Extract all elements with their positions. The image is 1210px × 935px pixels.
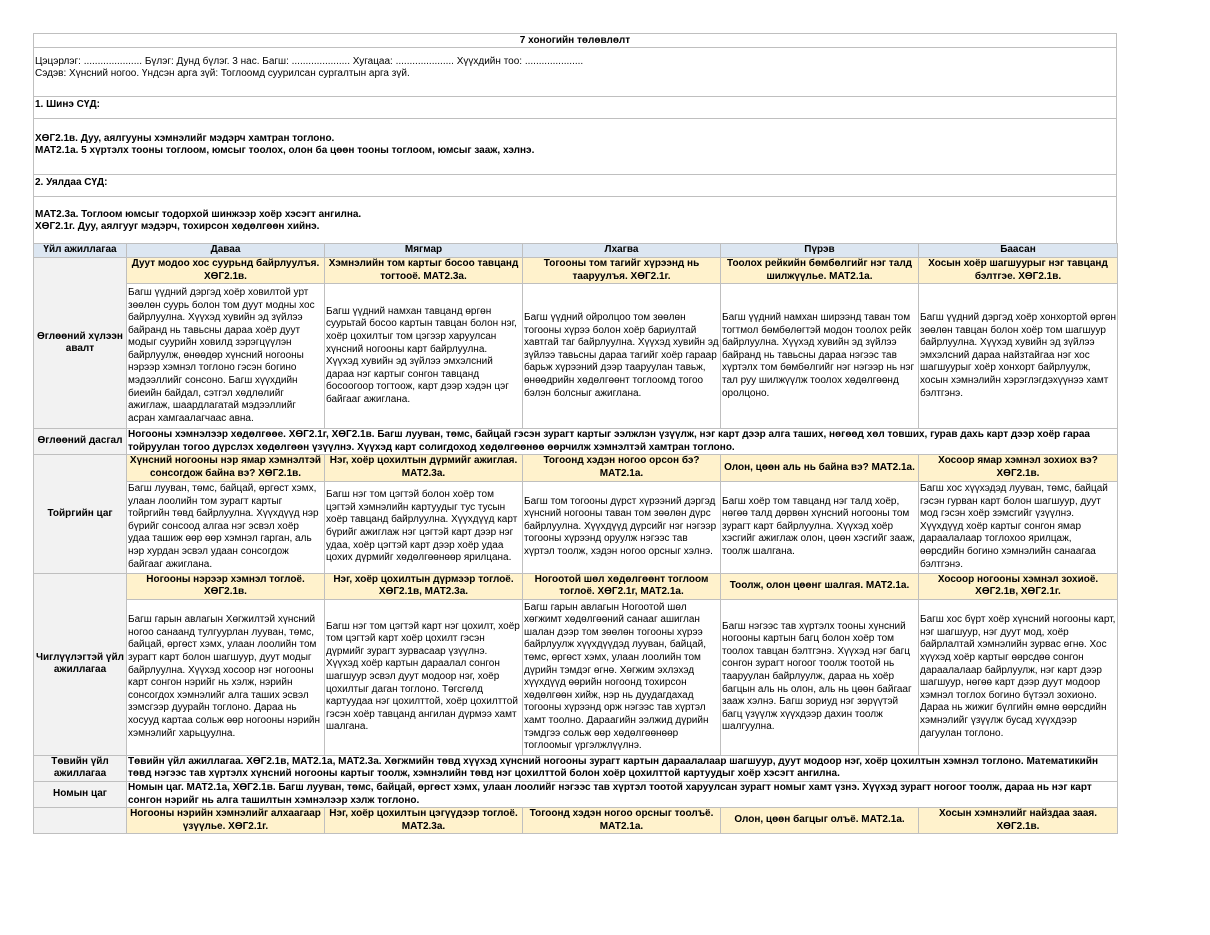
topic-cell: Ногоотой шөл хөдөлгөөнт тоглоом тоглоё. ХӨГ2.1г, МАТ2.1а. [523,573,721,599]
description-cell: Багш нэг том цэгтэй карт нэг цохилт, хоёр том цэгтэй карт хоёр цохилт гэсэн дүрмийг зурагт зурвасаар үзүүлнэ. Хүүхэд хоёр картын дараалал сонгон шагшуур эсвэл дуут модоор нэг, хоёр цохилтыг даган тоглоно. Төгсгөлд картуудаа нэг цохилттой, хоёр цохилттой гэсэн хоёр тавцанд ангилан дүрмээ хамт шалгана. [325,599,523,755]
topic-cell: Нэг, хоёр цохилтын цэгүүдээр тоглоё. МАТ2.3а. [325,808,523,834]
section-title: 2. Уялдаа СҮД: [34,175,1116,197]
section-goals [34,119,1116,175]
topic-cell: Хэмнэлийн том картыг босоо тавцанд тогтооё. МАТ2.3а. [325,258,523,284]
section-title: 1. Шинэ СҮД: [34,97,1116,119]
description-cell: Багш нэгээс тав хүртэлх тооны хүнсний ногооны картын багц болон хоёр том тоолох тавцан бэлтгэнэ. Хүүхэд нэг багц сонгон зурагт ногоог тоолж тоотой нь тааруулан байрлуулж, дараа нь хоёр багцын аль нь олон, аль нь цөөн байгааг зааж хэлнэ. Багш зориуд нэг зөрүүтэй багц үзүүлж хүүхдээр дахин тоолж шалгуулна. [721,599,919,755]
topic-cell: Хосын хоёр шагшуурыг нэг тавцанд бэлтгэе. ХӨГ2.1в. [919,258,1118,284]
goal-line: МАТ2.1а. 5 хүртэлх тооны тоглоом, юмсыг тоолох, олон ба цөөн тооны тоглоом, юмсыг зааж, хэлнэ. [35,145,535,156]
description-cell: Багш үүдний намхан тавцанд өргөн суурьтай босоо картын тавцан болон нэг, хоёр цохилтыг том цэгээр харуулсан хүнсний ногооны карт байрлуулна. Хүүхэд хувийн эд зүйлээ эмхэлсний дараа нэг картыг сонгон тавцанд босоогоор тогтоож, карт дээр хэдэн цэг байгааг ажиглана. [325,284,523,429]
book-time-cell: Номын цаг. МАТ2.1а, ХӨГ2.1в. Багш лууван, төмс, байцай, өргөст хэмх, улаан лоолийг нэгээс тав хүртэл тоотой харуулсан зурагт номыг хамт үзнэ. Хүүхэд зурагт ногоог тоолж, дараа нь нэг карт сонгон нэрийг нь алга ташилтын хэмнэлээр хэлж тоглоно. [127,781,1118,807]
topic-cell: Ногооны нэрийн хэмнэлийг алхаагаар үзүүлье. ХӨГ2.1г. [127,808,325,834]
topic-cell: Тоолох рейкийн бөмбөлгийг нэг талд шилжүүлье. МАТ2.1а. [721,258,919,284]
topic-cell: Олон, цөөн аль нь байна вэ? МАТ2.1а. [721,455,919,481]
topic-cell: Нэг, хоёр цохилтын дүрмийг ажиглая. МАТ2.3а. [325,455,523,481]
row-label: Өглөөний хүлээн авалт [34,258,127,429]
row-label: Номын цаг [34,781,127,807]
goal-line: МАТ2.3а. Тоглоом юмсыг тодорхой шинжээр хоёр хэсэгт ангилна. [35,209,362,220]
row-label: Тойргийн цаг [34,455,127,573]
topic-cell: Ногооны нэрээр хэмнэл тоглоё. ХӨГ2.1в. [127,573,325,599]
goal-line: ХӨГ2.1в. Дуу, аялгууны хэмнэлийг мэдэрч хамтран тоглоно. [35,133,335,144]
meta-line: Цэцэрлэг: ..................... Бүлэг: Дунд бүлэг. 3 нас. Багш: ..................... Хугацаа: ..................... Хүүхдийн тоо: ..................... [35,56,584,67]
description-cell: Багш үүдний дэргэд хоёр хонхортой өргөн зөөлөн тавцан болон хоёр том шагшуур байрлуулна. Хүүхэд хувийн эд зүйлээ эмхэлсний дараа найзтайгаа нэг хос шагшуурыг хоёр хонхорт байрлуулж, хосын хэмнэлийн хэрэглэгдэхүүнээ хамт бэлтгэнэ. [919,284,1118,429]
description-cell: Багш хос бүрт хоёр хүнсний ногооны карт, нэг шагшуур, нэг дуут мод, хоёр байрлалтай хэмнэлийн зурвас өгнө. Хос хүүхэд хоёр картыг өөрсдөө сонгон дараалалаар байрлуулж, нэг карт дээр шагшуур, нөгөө карт дээр дуут модоор хэмнэл тоглох богино бүтээл зохионо. Дараа нь жижиг бүлгийн өмнө өөрсдийн хэмнэлийг үзүүлж бусад хүүхдээр дагуулан тоглоно. [919,599,1118,755]
topic-cell: Дуут модоо хос суурьнд байрлуулъя. ХӨГ2.1в. [127,258,325,284]
row-label: Төвийн үйл ажиллагаа [34,755,127,781]
topic-cell: Тоолж, олон цөөнг шалгая. МАТ2.1а. [721,573,919,599]
topic-cell: Тогоонд хэдэн ногоо орсон бэ? МАТ2.1а. [523,455,721,481]
description-cell: Багш хоёр том тавцанд нэг талд хоёр, нөгөө талд дөрвөн хүнсний ногооны том зурагт карт байрлуулна. Хүүхэд хоёр хэсгийг ажиглаж олон, цөөн хэсгийг зааж, тоолж шалгана. [721,481,919,573]
topic-cell: Тогооны том тагийг хүрээнд нь тааруулъя. ХӨГ2.1г. [523,258,721,284]
description-cell: Багш үүдний ойролцоо том зөөлөн тогооны хүрээ болон хоёр бариултай хавтгай таг байрлуулна. Хүүхэд хувийн эд зүйлээ тавьсны дараа тагийг хоёр гараар барьж хүрээний дээр тааруулан тавьж, өнөөдрийн хөдөлгөөнт тоглоомд тогоо бэлэн болсныг ажиглана. [523,284,721,429]
topic-cell: Хосоор ногооны хэмнэл зохиоё. ХӨГ2.1в, ХӨГ2.1г. [919,573,1118,599]
column-header: Баасан [919,244,1118,258]
plan-title: 7 хоногийн төлөвлөлт [34,34,1116,48]
description-cell: Багш үүдний намхан ширээнд таван том тогтмол бөмбөлөгтэй модон тоолох рейк байрлуулна. Хүүхэд хувийн эд зүйлээ байранд нь тавьсны дараа нэгээс тав хүртэлх том бөмбөлгийг нэг нэгээр нь нэг тал руу шилжүүлж тоолох хөдөлгөөнд оролцоно. [721,284,919,429]
plan-meta [34,48,1116,97]
column-header: Лхагва [523,244,721,258]
description-cell: Багш хос хүүхэдэд лууван, төмс, байцай гэсэн гурван карт болон шагшуур, дуут мод гэсэн хоёр зэмсгийг үзүүлнэ. Хүүхдүүд хоёр картыг сонгон ямар дараалалаар тоглохоо ярилцаж, өөрсдийн богино хэмнэлийн санаагаа бэлтгэнэ. [919,481,1118,573]
exercise-cell: Ногооны хэмнэлээр хөдөлгөөе. ХӨГ2.1г, ХӨГ2.1в. Багш лууван, төмс, байцай гэсэн зурагт картыг ээлжлэн үзүүлж, нэг карт дээр алга таших, нөгөөд хөл товших, гурав дахь карт дээр хоёр гараа тойруулан тогоо дүрслэх хөдөлгөөн үзүүлнэ. Хүүхэд карт солигдоход хөдөлгөөнөө өөрчилж хэмнэлтэй хамтран тоглоно. [127,429,1118,455]
row-label [34,808,127,834]
column-header: Үйл ажиллагаа [34,244,127,258]
row-label: Өглөөний дасгал [34,429,127,455]
description-cell: Багш лууван, төмс, байцай, өргөст хэмх, улаан лоолийн том зурагт картыг тойргийн төвд байрлуулна. Хүүхдүүд нэр бүрийг сонсоод алгаа нэг эсвэл хоёр удаа ташиж өөр өөр хэмнэл гарган, аль нэр хурдан эсвэл удаан сонсогдож байгааг ажиглана. [127,481,325,573]
plan-header [33,33,1117,253]
column-header: Мягмар [325,244,523,258]
meta-line: Сэдэв: Хүнсний ногоо. Үндсэн арга зүй: Тоглоомд суурилсан сургалтын арга зүй. [35,68,410,79]
description-cell: Багш том тогооны дүрст хүрээний дэргэд хүнсний ногооны таван том зөөлөн дүрс байрлуулна. Хүүхдүүд дүрсийг нэг нэгээр тогооны хүрээнд оруулж нэгээс тав хүртэл тоолж, хэдэн ногоо орсныг хэлнэ. [523,481,721,573]
center-activity-cell: Төвийн үйл ажиллагаа. ХӨГ2.1в, МАТ2.1а, МАТ2.3а. Хөгжмийн төвд хүүхэд хүнсний ногооны зурагт картын дараалалаар шагшуур, дуут модоор нэг, хоёр цохилтын хэмнэл тоглоно. Математикийн төвд нэгээс тав хүртэлх хүнсний ногооны картыг тоолж, хэмнэлийн төвд нэг цохилттой болон хоёр цохилттой картуудыг хоёр хэсэгт ангилна. [127,755,1118,781]
description-cell: Багш гарын авлагын Хөгжилтэй хүнсний ногоо санаанд тулгуурлан лууван, төмс, байцай, өргөст хэмх, улаан лоолийн том зурагт карт болон шагшуур, дуут модыг байрлуулна. Хүүхэд хосоор нэг ногооны карт сонгон нэрийг нь хэлж, нэрийн сонсогдох хэмнэлийг алга таших эсвэл зэмсгээр дуурайн тоглоно. Дараа нь хосууд картаа сольж өөр ногооны нэрийн хэмнэлийг харьцуулна. [127,599,325,755]
topic-cell: Хосоор ямар хэмнэл зохиох вэ? ХӨГ2.1в. [919,455,1118,481]
description-cell: Багш үүдний дэргэд хоёр ховилтой урт зөөлөн суурь болон том дуут модны хос байрлуулна. Хүүхэд хувийн эд зүйлээ байранд нь тавьсны дараа хоёр дуут модыг суурийн ховилд зэрэгцүүлэн байрлуулж, өнөөдөр хүнсний ногооны нэрээр хэмнэл тоглоно гэсэн богино мэдээллийг сонсоно. Багш хүүхдийн биеийн байдал, сэтгэл хөдлөлийг ажиглаж, шаардлагатай мэдээллийг асран хамгаалагчаас авна. [127,284,325,429]
topic-cell: Хүнсний ногооны нэр ямар хэмнэлтэй сонсогдож байна вэ? ХӨГ2.1в. [127,455,325,481]
goal-line: ХӨГ2.1г. Дуу, аялгууг мэдэрч, тохирсон хөдөлгөөн хийнэ. [35,221,320,232]
column-header: Пүрэв [721,244,919,258]
weekly-plan-table [33,243,1118,834]
row-label: Чиглүүлэгтэй үйл ажиллагаа [34,573,127,755]
topic-cell: Олон, цөөн багцыг олъё. МАТ2.1а. [721,808,919,834]
plan-header-box [33,33,1117,253]
topic-cell: Тогоонд хэдэн ногоо орсныг тоолъё. МАТ2.1а. [523,808,721,834]
description-cell: Багш нэг том цэгтэй болон хоёр том цэгтэй хэмнэлийн картуудыг тус тусын хоёр тавцанд байрлуулна. Хүүхдүүд карт бүрийг ажиглаж нэг цэгтэй карт дээр нэг удаа, хоёр цэгтэй карт дээр хоёр удаа цохих дүрмийг хөдөлгөөнөөр ярилцана. [325,481,523,573]
column-header: Даваа [127,244,325,258]
description-cell: Багш гарын авлагын Ногоотой шөл хөгжимт хөдөлгөөний санааг ашиглан шалан дээр том зөөлөн тогооны хүрээ байрлуулж хүүхдүүдэд лууван, байцай, төмс, өргөст хэмх, улаан лоолийн том дүрийн тэмдэг өгнө. Хөгжим эхлэхэд хүүхдүүд өөрийн ногоонд тохирсон хөдөлгөөн хийж, нэр нь дуудагдахад тогооны хүрээнд орж нэгээс тав хүртэл хамт тоолно. Дараагийн ээлжид дүрийн тэмдгээ сольж өөр хөдөлгөөнөөр тоглоомыг үргэлжлүүлнэ. [523,599,721,755]
topic-cell: Нэг, хоёр цохилтын дүрмээр тоглоё. ХӨГ2.1в, МАТ2.3а. [325,573,523,599]
topic-cell: Хосын хэмнэлийг найздаа заая. ХӨГ2.1в. [919,808,1118,834]
